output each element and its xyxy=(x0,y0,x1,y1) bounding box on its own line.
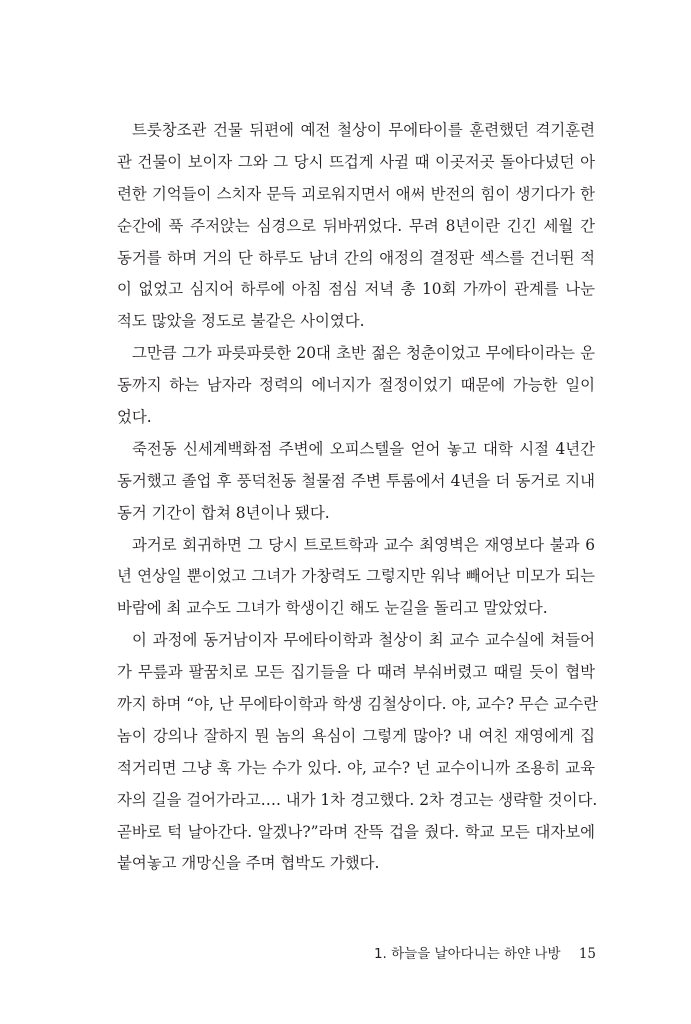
page-number: 15 xyxy=(578,946,596,962)
text-line: 년 연상일 뿐이었고 그녀가 가창력도 그렇지만 워낙 빼어난 미모가 되는 xyxy=(117,567,595,586)
chapter-title: 1. 하늘을 날아다니는 하얀 나방 xyxy=(373,946,561,962)
text-line: 까지 하며 “야, 난 무에타이학과 학생 김철상이다. 야, 교수? 무슨 교수란 xyxy=(117,695,599,714)
body-text xyxy=(117,115,599,880)
text-line: 이 과정에 동거남이자 무에타이학과 철상이 최 교수 교수실에 쳐들어 xyxy=(132,631,595,650)
text-line: 동거를 하며 거의 단 하루도 남녀 간의 애정의 결정판 섹스를 건너뛴 적 xyxy=(117,248,595,267)
running-footer xyxy=(374,942,596,962)
text-line: 자의 길을 걸어가라고…. 내가 1차 경고했다. 2차 경고는 생략할 것이다. xyxy=(117,790,598,809)
text-line: 붙여놓고 개망신을 주며 협박도 가했다. xyxy=(117,854,380,873)
text-line: 트룻창조관 건물 뒤편에 예전 철상이 무에타이를 훈련했던 격기훈련 xyxy=(132,121,595,139)
text-line: 동거 기간이 합쳐 8년이나 됐다. xyxy=(117,503,330,522)
text-line: 동까지 하는 남자라 정력의 에너지가 절정이었기 때문에 가능한 일이 xyxy=(117,376,595,395)
text-line: 놈이 강의나 잘하지 뭔 놈의 욕심이 그렇게 많아? 내 여친 재영에게 집 xyxy=(117,726,595,745)
paragraph xyxy=(117,115,595,338)
text-line: 그만큼 그가 파릇파릇한 20대 초반 젊은 청춘이었고 무에타이라는 운 xyxy=(132,344,595,363)
paragraph xyxy=(117,625,599,880)
text-line: 적도 많았을 정도로 불같은 사이였다. xyxy=(117,312,365,331)
text-line: 동거했고 졸업 후 풍덕천동 철물점 주변 투룸에서 4년을 더 동거로 지내 xyxy=(117,471,595,490)
text-line: 적거리면 그냥 훅 가는 수가 있다. 야, 교수? 넌 교수이니까 조용히 교육 xyxy=(117,758,595,777)
text-line: 가 무릎과 팔꿈치로 모든 집기들을 다 때려 부숴버렸고 때릴 듯이 협박 xyxy=(117,663,595,682)
text-line: 었다. xyxy=(117,408,152,427)
paragraph xyxy=(117,530,595,626)
text-line: 바람에 최 교수도 그녀가 학생이긴 해도 눈길을 돌리고 말았었다. xyxy=(117,599,548,618)
text-line: 관 건물이 보이자 그와 그 당시 뜨겁게 사귈 때 이곳저곳 돌아다녔던 아 xyxy=(117,152,595,171)
text-line: 이 없었고 심지어 하루에 아침 점심 저녁 총 10회 가까이 관계를 나눈 xyxy=(117,280,595,299)
text-line: 곧바로 턱 날아간다. 알겠나?”라며 잔뜩 겁을 줬다. 학교 모든 대자보에 xyxy=(117,822,595,841)
paragraph xyxy=(117,338,595,434)
text-line: 련한 기억들이 스치자 문득 괴로워지면서 애써 반전의 힘이 생기다가 한 xyxy=(117,184,595,203)
text-line: 순간에 푹 주저앉는 심경으로 뒤바뀌었다. 무려 8년이란 긴긴 세월 간 xyxy=(117,216,595,235)
paragraph xyxy=(117,434,595,530)
text-line: 과거로 회귀하면 그 당시 트로트학과 교수 최영벽은 재영보다 불과 6 xyxy=(132,535,595,554)
text-line: 죽전동 신세계백화점 주변에 오피스텔을 얻어 놓고 대학 시절 4년간 xyxy=(132,439,595,458)
